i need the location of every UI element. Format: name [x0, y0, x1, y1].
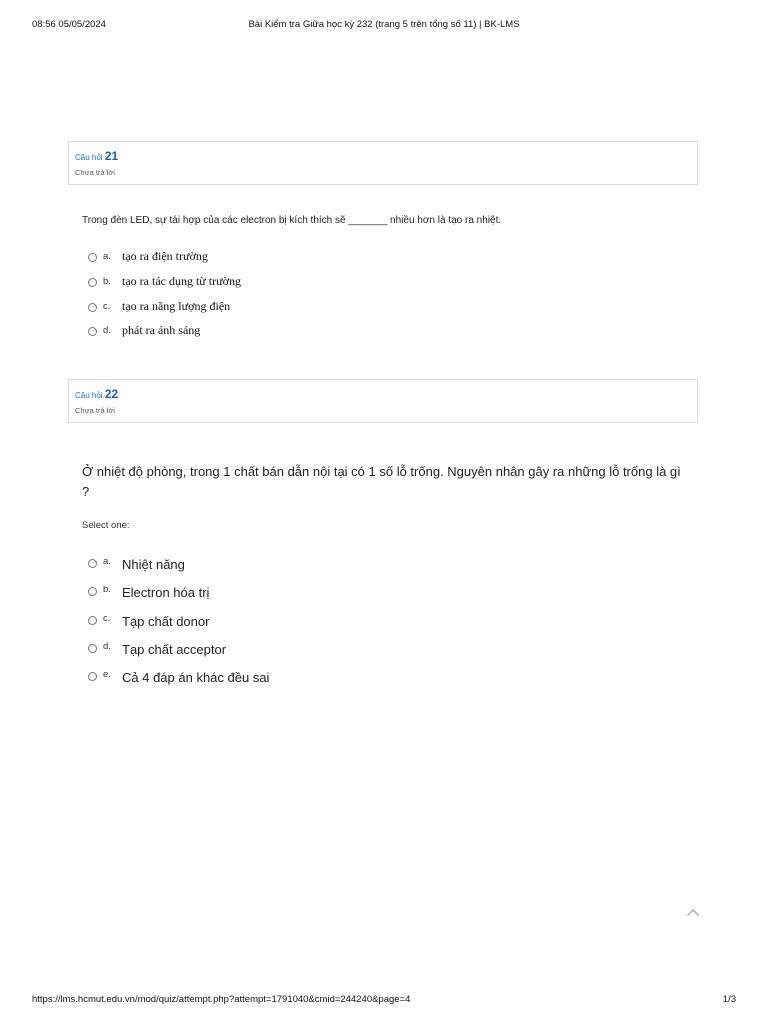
print-datetime: 08:56 05/05/2024 [32, 19, 106, 30]
print-header [32, 19, 736, 33]
question-state: Chưa trả lời [75, 406, 115, 415]
option-letter: a. [103, 251, 111, 262]
option-text: Cả 4 đáp án khác đều sai [122, 670, 270, 685]
print-url: https://lms.hcmut.edu.vn/mod/quiz/attempt.php?attempt=1791040&cmid=244240&page=4 [32, 994, 411, 1005]
question-number: Câu hỏi 22 [75, 387, 119, 401]
question-22-text: Ở nhiệt độ phòng, trong 1 chất bán dẫn nội tại có 1 số lỗ trống. Nguyên nhân gây ra những lỗ trống là gì ? [82, 464, 681, 499]
option-letter: d. [103, 325, 111, 336]
print-page-number: 1/3 [722, 994, 736, 1005]
option-text: phát ra ánh sáng [122, 323, 201, 337]
option-letter: a. [103, 556, 111, 567]
print-page-title: Bài Kiểm tra Giữa học kỳ 232 (trang 5 trên tổng số 11) | BK-LMS [248, 19, 520, 30]
chevron-up-icon[interactable] [686, 906, 700, 920]
radio-button[interactable] [88, 559, 97, 568]
option-letter: d. [103, 641, 111, 652]
option-text: tạo ra tác dụng từ trường [122, 274, 241, 288]
option-letter: c. [103, 613, 111, 624]
radio-button[interactable] [88, 644, 97, 653]
radio-button[interactable] [88, 672, 97, 681]
radio-button[interactable] [88, 587, 97, 596]
option-text: tạo ra điện trường [122, 249, 208, 263]
option-letter: c. [103, 301, 111, 312]
radio-button[interactable] [88, 327, 97, 336]
radio-button[interactable] [88, 303, 97, 312]
question-info-21 [68, 141, 698, 185]
option-text: Tạp chất acceptor [122, 642, 227, 657]
option-letter: e. [103, 669, 111, 680]
option-letter: b. [103, 584, 111, 595]
print-footer [32, 994, 736, 1008]
option-text: tạo ra năng lượng điện [122, 299, 231, 313]
question-number: Câu hỏi 21 [75, 149, 119, 163]
radio-button[interactable] [88, 616, 97, 625]
option-letter: b. [103, 276, 111, 287]
question-state: Chưa trả lời [75, 168, 115, 177]
option-text: Electron hóa trị [122, 585, 210, 600]
radio-button[interactable] [88, 278, 97, 287]
radio-button[interactable] [88, 253, 97, 262]
option-text: Tạp chất donor [122, 614, 210, 629]
select-one-prompt: Select one: [82, 520, 130, 531]
question-info-22 [68, 379, 698, 423]
option-text: Nhiệt năng [122, 557, 185, 572]
question-21-text: Trong đèn LED, sự tái hợp của các electron bị kích thích sẽ _______ nhiều hơn là tạo ra nhiệt. [82, 215, 502, 226]
